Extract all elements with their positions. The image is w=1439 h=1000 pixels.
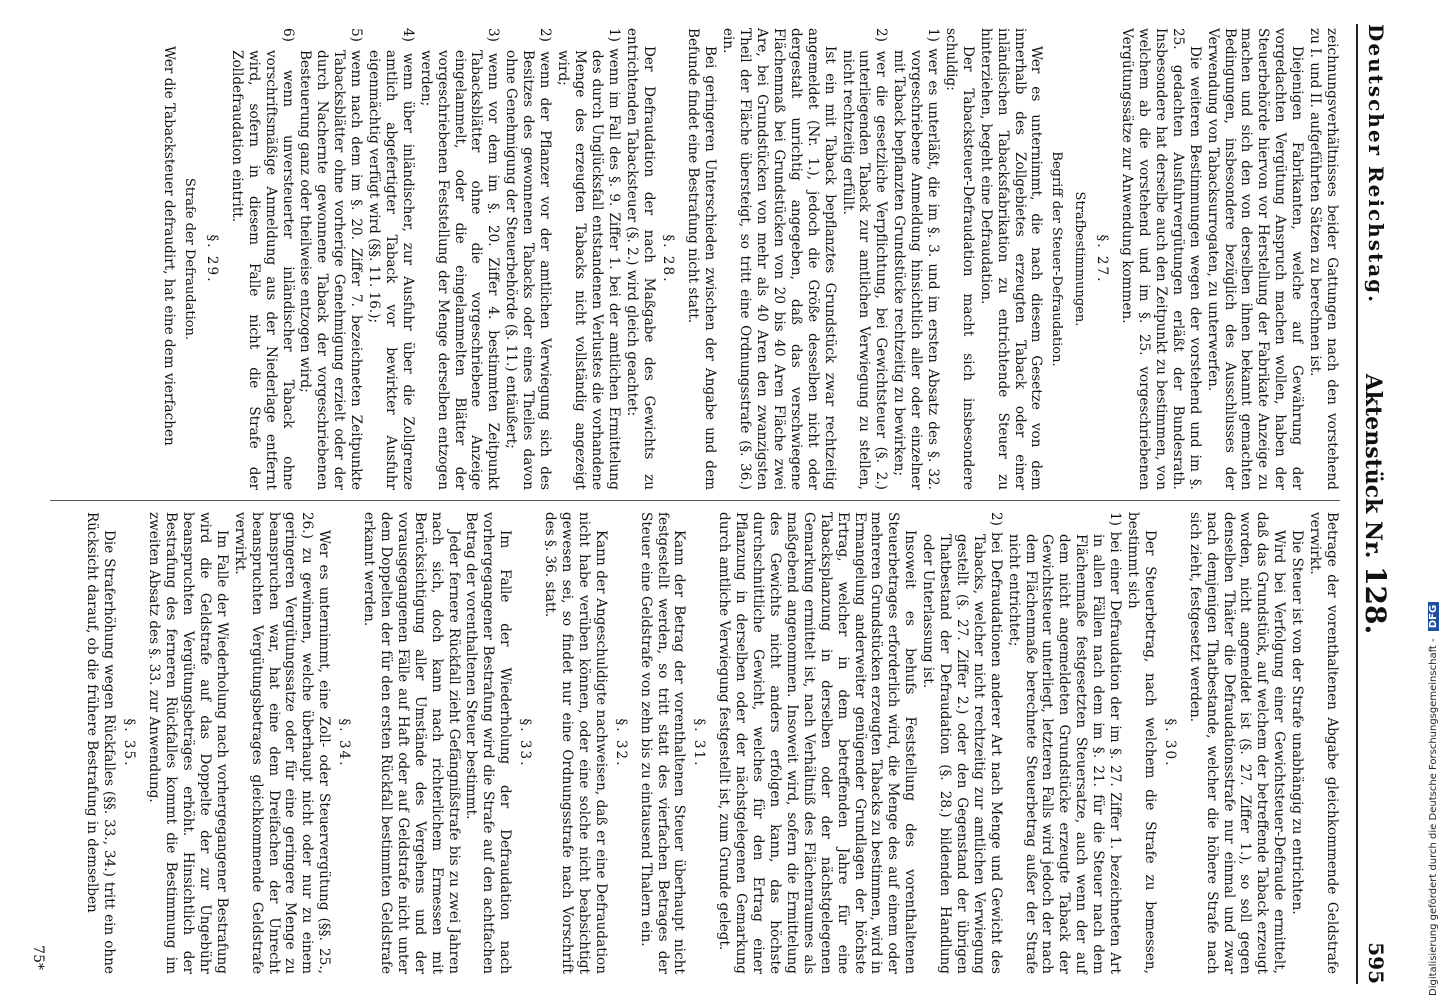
paragraph: Im Falle der Wiederholung nach vorhergegangener Bestrafung wird die Geldstrafe auf das Doppelte der zur Ungebühr beanspruchten Vergütungsbeträges erhöht. Hinsichtlich der Bestrafung des ferneren Rückfalles kommt die Bestimmung im zweiten Absatz des §. 33. zur Anwendung. [146,512,230,974]
paragraph: Die weiteren Bestimmungen wegen der vorstehend und im §. 25. gedachten Ausfuhrvergütungen erläßt der Bundesrath. Insbesondere hat derselbe auch den Zeitpunkt zu bestimmen, von welchem ab die vorstehend und im §. 25. vorgeschriebenen Vergütungssätze zur Anwendung kommen. [1119,28,1203,490]
paragraph: Der Steuerbetrag, nach welchem die Strafe zu bemessen, bestimmt sich [1125,512,1158,974]
section-number: §. 32. [612,718,629,768]
paragraph: Bei geringeren Unterschieden zwischen der Angabe und dem Befunde findet eine Bestrafung nicht statt. [685,28,719,490]
numbered-item: 1) wer es unterläßt, die im §. 3. und im ersten Absatz des §. 32. vorgeschriebene Anmeldung hinsichtlich aller oder einzelner mit Taback bepflanzten Grundstücke rechtzeitig zu bewirken; [891,28,942,490]
paragraph: Wer es unternimmt, die nach diesem Gesetze von dem innerhalb des Zollgebietes erzeugten Taback oder einer inländischen Tabacksfabrikation zu entrichtende Steuer zu hinterziehen, begeht eine Defraudation. [977,28,1045,490]
left-text-column [50,28,1340,490]
dfg-logo: DFG [1428,602,1439,631]
header-publication: Deutscher Reichstag. [1364,24,1388,305]
paragraph: Der Tabacksteuer-Defraudation macht sich insbesondere schuldig: [942,28,976,490]
page-header [1356,24,1392,984]
column-divider [50,500,1340,501]
right-text-column [50,512,1340,974]
section-number: §. 29. [203,234,220,284]
paragraph: Im Falle der Wiederholung der Defraudation nach vorhergegangener Bestrafung wird die Strafe auf den achtfachen Betrag der vorenthaltenen Steuer bestimmt. [463,512,514,974]
paragraph: Ist ein mit Taback bepflanztes Grundstück zwar rechtzeitig angemeldet (Nr. 1.), jedoch die Größe desselben nicht oder dergestalt unrichtig angegeben, daß das verschwiegene Flächenmaß bei Grundstücken von 20 bis 40 Aren Fläche zwei Are, bei Grundstücken von mehr als 40 Aren den zwanzigsten Theil der Fläche übersteigt, so tritt eine Ordnungsstrafe (§. 36.) ein. [720,28,838,490]
paragraph: Kann der Betrag der vorenthaltenen Steuer überhaupt nicht festgestellt werden, so tritt statt des vierfachen Betrages der Steuer eine Geldstrafe von zehn bis zu eintausend Thalern ein. [637,512,688,974]
numbered-item: 6) wenn unversteuerter inländischer Taback ohne vorschriftsmäßige Anmeldung aus der Niederlage entfernt wird, sofern in diesem Falle nicht die Strafe der Zolldefraudation eintritt. [228,28,296,490]
signature-mark: 75* [30,945,46,970]
paragraph: Der Defraudation der nach Maßgabe des Gewichts zu entrichtenden Tabacksteuer (§. 2.) wird gleich geachtet: [623,28,657,490]
numbered-item: 1) wenn im Fall des §. 9. Ziffer 1. bei der amtlichen Ermittelung des durch Unglücksfall entstandenen Verlustes die vorhandene Menge des erzeugten Tabacks nicht vollständig angezeigt wird; [555,28,622,490]
paragraph: Wer es unternimmt, eine Zoll- oder Steuervergütung (§§. 25., 26.) zu gewinnen, welche überhaupt nicht oder nur zu einem geringeren Vergütungssatze oder für eine geringere Menge zu beanspruchen war, hat eine dem Dreifachen der Unrecht beanspruchten Vergütungsbetrages gleichkommende Geldstrafe verwirkt. [231,512,333,974]
watermark-text: Digitalisierung gefördert durch die Deutsche Forschungsgemeinschaft - [1428,638,1439,996]
header-document-number-value: 128. [1359,566,1392,635]
paragraph: Diejenigen Fabrikanten, welche auf Gewährung der vorgedachten Vergütung Anspruch machen wollen, haben der Steuerbehörde hiervon vor Herstellung der Fabrikate Anzeige zu machen und sich den von derselben ihnen bekannt gemachten Bedingungen, insbesondere bezüglich des Ausschlusses der Verwendung von Tabacksurrogaten, zu unterwerfen. [1204,28,1306,490]
section-number: §. 35. [121,718,138,768]
numbered-item: 2) wenn der Pflanzer vor der amtlichen Verwiegung sich des Besitzes des gewonnenen Tabacks oder eines Theiles davon ohne Genehmigung der Steuerbehörde (§. 11.) entäußert; [503,28,554,490]
section-number: §. 27. [1094,234,1111,284]
paragraph-continuation: zeichnungsverhältnisses beider Gattungen nach den vorstehend zu I. und II. aufgeführten Sätzen zu berechnen ist. [1307,28,1340,490]
numbered-item: 2) bei Defraudationen anderer Art nach Menge und Gewicht des Tabacks, welcher nicht rechtzeitig zur amtlichen Verwiegung gestellt (§. 27. Ziffer 2.) oder den Gegenstand der übrigen Thatbestand der Defraudation (§. 28.) bildenden Handlung oder Unterlassung ist. [920,512,1004,974]
numbered-item: 1) bei einer Defraudation der im §. 27. Ziffer 1. bezeichneten Art in allen Fällen nach dem im §. 21. für die Steuer nach dem Flächenmaße festgesetzten Steuersatze, auch wenn der auf dem nicht angemeldeten Grundstücke erzeugte Taback der Gewichtsteuer unterliegt, letzteren Falls wird jedoch der nach dem Flächenmaße berechnete Steuerbetrag außer der Strafe nicht entrichtet; [1005,512,1124,974]
section-number: §. 28. [660,234,677,284]
paragraph: Die Straferhöhung wegen Rückfalles (§§. 33., 34.) tritt ein ohne Rücksicht darauf, ob die frühere Bestrafung in demselben [84,512,118,974]
section-number: §. 31. [691,718,708,768]
header-page-number: 595 [1364,942,1388,984]
header-document-prefix: Aktenstück Nr. [1360,373,1386,559]
section-heading: Begriff der Steuer-Defraudation. [1049,151,1065,367]
section-heading: Strafbestimmungen. [1072,191,1088,327]
paragraph: Wird bei Verfolgung einer Gewichtsteuer-Defraude ermittelt, daß das Grundstück, auf welchem der betreffende Taback erzeugt worden, nicht angemeldet ist (§. 27. Ziffer 1.), so soll gegen denselben Thäter die Defraudationsstrafe nur einmal und zwar nach demjenigen Thatbestande, welcher die höhere Strafe nach sich zieht, festgesetzt werden. [1186,512,1288,974]
paragraph: Die Steuer ist von der Strafe unabhängig zu entrichten. [1289,530,1306,915]
numbered-item: 2) wer die gesetzliche Verpflichtung, bei Gewichtsteuer (§. 2.) unterliegenden Taback zur amtlichen Verwiegung zu stellen, nicht rechtzeitig erfüllt. [839,28,890,490]
section-number: §. 30. [1161,718,1178,768]
paragraph-continuation: Betrage der vorenthaltenen Abgabe gleichkommende Geldstrafe verwirkt. [1307,512,1340,974]
paragraph: Wer die Tabacksteuer defraudirt, hat eine dem vierfachen [161,46,178,446]
digitization-watermark [1412,0,1439,1000]
numbered-item: 4) wenn über inländischer, zur Ausfuhr über die Zollgrenze amtlich abgefertigter Taback vor bewirkter Ausfuhr eigenmächtig verfügt wird (§§. 11. 16.); [366,28,416,490]
paragraph: Kann der Angeschuldigte nachweisen, daß er eine Defraudation nicht habe verüben können, oder eine solche nicht beabsichtigt gewesen sei, so findet nur eine Ordnungsstrafe nach Vorschrift des §. 36. statt. [542,512,609,974]
numbered-item: 5) wenn nach dem im §. 20. Ziffer 7. bezeichneten Zeitpunkte Tabacksblätter ohne vorherige Genehmigung erzielt oder der durch Nachernte gewonnene Taback der vorgeschriebenen Besteuerung ganz oder theilweise entzogen wird; [297,28,365,490]
section-number: §. 33. [517,718,534,768]
section-heading: Strafe der Defraudation. [182,177,197,341]
paragraph: Jeder fernere Rückfall zieht Gefängnißstrafe bis zu zwei Jahren nach sich, doch kann nach richterlichem Ermessen mit Berücksichtigung aller Umstände des Vergehens und der vorausgegangenen Fälle auf Haft oder auf Geldstrafe nicht unter dem Doppelten der für den ersten Rückfall bestimmten Geldstrafe erkannt werden. [361,512,462,974]
section-number: §. 34. [336,718,353,768]
numbered-item: 3) wenn vor dem im §. 20. Ziffer 4. bestimmten Zeitpunkt Tabacksblätter ohne die vorgeschriebene Anzeige eingelammelt, oder die eingelammelten Blätter der vorgeschriebenen Feststellung der Menge derselben entzogen werden; [417,28,502,490]
paragraph: Insoweit es behufs Feststellung des vorenthaltenen Steuerbetrages erforderlich wird, die Menge des auf einem oder mehreren Grundstücken erzeugten Tabacks zu bestimmen, wird in Ermangelung anderweiter genügender Grundlagen der höchste Ertrag, welcher in dem betreffenden Jahre für eine Tabacksplanzung in derselben oder der nächstgelegenen Gemarkung ermittelt ist, nach Verhältniß des Flächenraumes als maßgebend angenommen. Insoweit wird, sofern die Ermittelung des Gewichts nicht anders erfolgen kann, das höchste durchschnittliche Gewicht, welches für den Ertrag einer Pflanzung in derselben oder der nächstgelegenen Gemarkung durch amtliche Verwiegung festgestellt ist, zum Grunde gelegt. [716,512,919,974]
header-document-number [1359,24,1392,984]
